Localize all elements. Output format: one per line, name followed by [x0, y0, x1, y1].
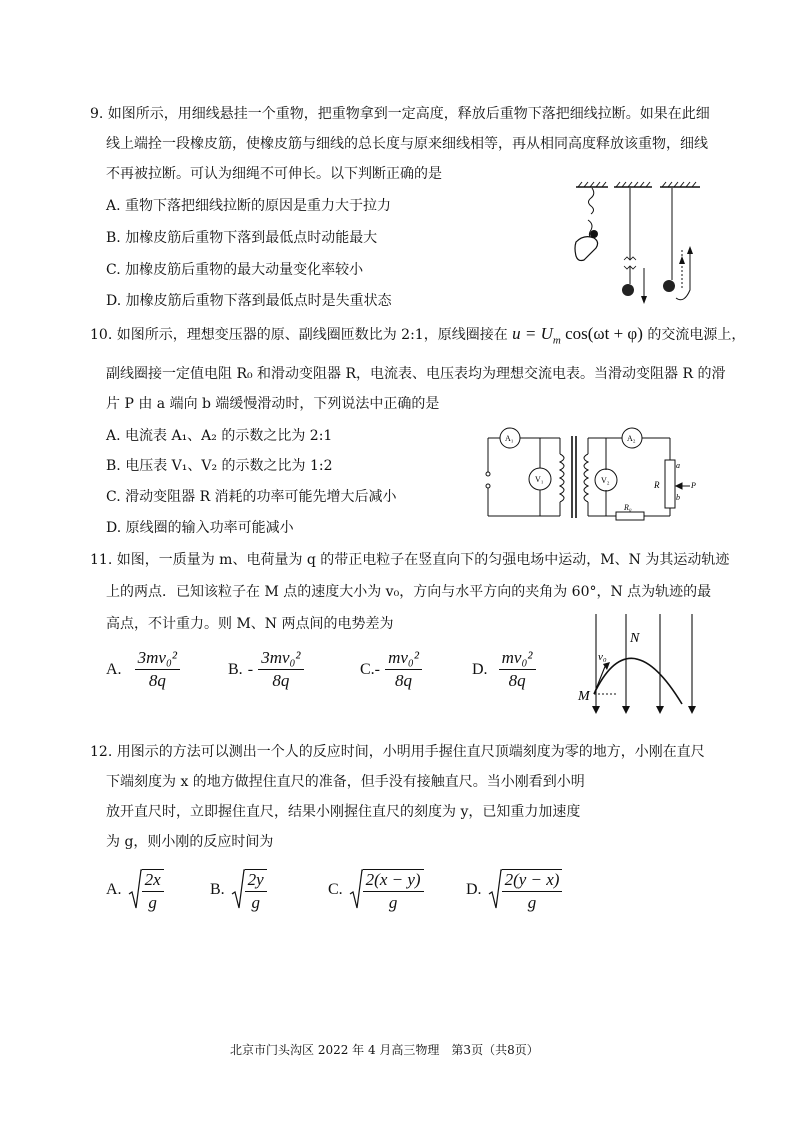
q9-pendulum-figure — [568, 180, 708, 310]
point-n-label: N — [630, 631, 640, 646]
q11-option-c: C.- $\frac{\text{mv₀²}}{8q}$ — [360, 648, 422, 691]
q12-stem-line-1: 12. 用图示的方法可以测出一个人的反应时间，小明用手握住直尺顶端刻度为零的地方，小刚在直尺 — [90, 744, 705, 760]
q10-formula: $u = U_m$ cos(ωt + φ) — [512, 324, 643, 347]
velocity-v0-label: v₀ — [598, 651, 607, 663]
q9-option-c: C. 加橡皮筋后重物的最大动量变化率较小 — [106, 262, 364, 278]
q10-transformer-circuit — [480, 424, 706, 526]
terminal-b-label: b — [676, 493, 680, 502]
q9-option-d: D. 加橡皮筋后重物下落到最低点时是失重状态 — [106, 293, 392, 309]
q10-stem-line-1 — [90, 324, 745, 350]
ammeter-a2-label: A₂ — [627, 434, 636, 443]
terminal-a-label: a — [676, 461, 680, 470]
q12-option-a: A. $\frac{2x}{g}$ — [106, 868, 164, 912]
q11-stem-line-1: 11. 如图，一质量为 m、电荷量为 q 的带正电粒子在竖直向下的匀强电场中运动，M、N 为其运动轨迹 — [90, 552, 730, 568]
q10-option-a: A. 电流表 A₁、A₂ 的示数之比为 2:1 — [106, 428, 333, 444]
q9-stem-line-2: 线上端拴一段橡皮筋，使橡皮筋与细线的总长度与原来细线相等，再从相同高度释放该重物，细线 — [106, 136, 708, 152]
q10-stem-prefix: 10. 如图所示，理想变压器的原、副线圈匝数比为 2:1，原线圈接在 — [90, 327, 508, 343]
q9-stem-line-3: 不再被拉断。可认为细绳不可伸长。以下判断正确的是 — [106, 166, 442, 182]
q10-stem-suffix: 的交流电源上， — [647, 327, 746, 343]
q11-option-d: D. $\frac{\text{mv₀²}}{8q}$ — [472, 648, 536, 691]
q11-field-figure — [576, 612, 702, 718]
q10-option-c: C. 滑动变阻器 R 消耗的功率可能先增大后减小 — [106, 489, 397, 505]
q10-stem-line-3: 片 P 由 a 端向 b 端缓慢滑动时，下列说法中正确的是 — [106, 396, 440, 412]
q10-stem-line-2: 副线圈接一定值电阻 R₀ 和滑动变阻器 R，电流表、电压表均为理想交流电表。当滑动变阻器 R 的滑 — [106, 366, 726, 382]
rheostat-r-label: R — [654, 480, 660, 490]
slider-p-label: P — [691, 481, 696, 490]
q10-option-d: D. 原线圈的输入功率可能减小 — [106, 520, 294, 536]
q12-stem-line-2: 下端刻度为 x 的地方做捏住直尺的准备，但手没有接触直尺。当小刚看到小明 — [106, 774, 585, 790]
q11-stem-line-3: 高点，不计重力。则 M、N 两点间的电势差为 — [106, 616, 394, 632]
q10-option-b: B. 电压表 V₁、V₂ 的示数之比为 1:2 — [106, 458, 333, 474]
ammeter-a1-label: A₁ — [505, 434, 514, 443]
q12-stem-line-4: 为 g，则小刚的反应时间为 — [106, 834, 274, 850]
voltmeter-v2-label: V₂ — [601, 476, 610, 485]
voltmeter-v1-label: V₁ — [535, 475, 544, 484]
point-m-label: M — [578, 689, 590, 704]
q12-option-c: C. $\frac{2(x - y)}{g}$ — [328, 868, 424, 912]
page-footer: 北京市门头沟区 2022 年 4 月高三物理 第3页（共8页） — [230, 1043, 539, 1057]
resistor-r0-label: R₀ — [624, 503, 632, 512]
q12-stem-line-3: 放开直尺时，立即握住直尺，结果小刚握住直尺的刻度为 y，已知重力加速度 — [106, 804, 581, 820]
q11-option-b: B. - $\frac{\text{3mv₀²}}{8q}$ — [228, 648, 304, 691]
q11-stem-line-2: 上的两点．已知该粒子在 M 点的速度大小为 v₀，方向与水平方向的夹角为 60°，N 点为轨迹的最 — [106, 584, 712, 600]
q11-option-a: A. $\frac{\text{3mv₀²}}{8q}$ — [106, 648, 180, 691]
q9-option-a: A. 重物下落把细线拉断的原因是重力大于拉力 — [106, 198, 392, 214]
q9-option-b: B. 加橡皮筋后重物下落到最低点时动能最大 — [106, 230, 378, 246]
q12-option-b: B. $\frac{2y}{g}$ — [210, 868, 267, 912]
q9-stem-line-1: 9. 如图所示，用细线悬挂一个重物，把重物拿到一定高度，释放后重物下落把细线拉断。如果在此细 — [90, 106, 710, 122]
q12-option-d: D. $\frac{2(y - x)}{g}$ — [466, 868, 562, 912]
